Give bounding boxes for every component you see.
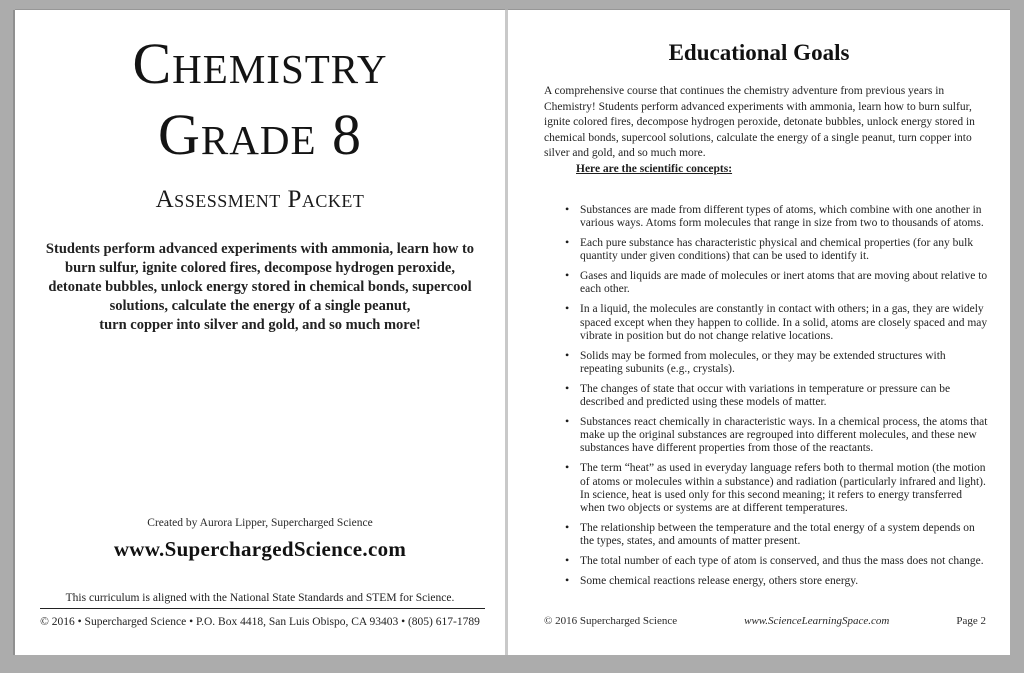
footer-page-number: Page 2 xyxy=(956,615,986,627)
cover-description xyxy=(43,240,477,335)
cover-title-line-1: Chemistry xyxy=(132,31,388,96)
concept-bullet-item: • The changes of state that occur with variations in temperature or pressure can be described and predicted using these models of matter. xyxy=(564,383,988,410)
goals-heading: Educational Goals xyxy=(668,40,850,65)
concept-bullet-item: • Solids may be formed from molecules, or they may be extended structures with repeating subunits (e.g., crystals). xyxy=(564,350,988,377)
cover-footer-divider xyxy=(40,608,485,609)
cover-title xyxy=(15,28,505,170)
footer-copyright: © 2016 Supercharged Science xyxy=(544,615,678,627)
cover-subtitle: Assessment Packet xyxy=(155,186,365,213)
concept-bullet-item: • In a liquid, the molecules are constantly in contact with others; in a gas, they are widely spaced except when they happen to collide. In a solid, atoms are closely spaced and may vibrate in position but do not change relative locations. xyxy=(564,303,988,343)
cover-description-last-line: turn copper into silver and gold, and so much more! xyxy=(99,317,421,333)
page-footer xyxy=(544,615,986,627)
created-by-line: Created by Aurora Lipper, Supercharged Science xyxy=(147,517,373,529)
cover-footer-contact: © 2016 • Supercharged Science • P.O. Box 4418, San Luis Obispo, CA 93403 • (805) 617-1789 xyxy=(40,616,480,628)
concept-bullet-item: • The term “heat” as used in everyday language refers both to thermal motion (the motion of atoms or molecules within a substance) and radiation (particularly infrared and light). In science, heat is used only for this second meaning; it refers to energy transferred when two objects or systems are at different temperatures. xyxy=(564,462,988,515)
cover-description-text: Students perform advanced experiments with ammonia, learn how to burn sulfur, ignite colored fires, decompose hydrogen peroxide, detonate bubbles, unlock energy stored in chemical bonds, supercool solutions, calculate the energy of a single peanut, xyxy=(45,241,475,314)
educational-goals-page xyxy=(508,10,1010,655)
concept-bullet-item: • The total number of each type of atom is conserved, and thus the mass does not change. xyxy=(564,555,988,568)
goals-intro-paragraph: A comprehensive course that continues the chemistry adventure from previous years in Chemistry! Students perform advanced experiments with ammonia, learn how to burn sulfur, ignite colored fires, decompose hydrogen peroxide, detonate bubbles, unlock energy stored in chemical bonds, supercool solutions, calculate the energy of a single peanut, turn copper into silver and gold, and so much more. xyxy=(544,85,975,159)
concept-bullet-item: • Substances are made from different types of atoms, which combine with one another in various ways. Atoms form molecules that range in size from two to thousands of atoms. xyxy=(564,204,988,231)
footer-website: www.ScienceLearningSpace.com xyxy=(744,615,890,627)
cover-website-url: www.SuperchargedScience.com xyxy=(113,537,407,561)
concept-bullet-item: • Substances react chemically in characteristic ways. In a chemical process, the atoms that make up the original substances are regrouped into different molecules, and these new substances have different properties from those of the reactants. xyxy=(564,416,988,456)
concept-bullet-item: • The relationship between the temperature and the total energy of a system depends on the types, states, and amounts of matter present. xyxy=(564,522,988,549)
standards-alignment-note: This curriculum is aligned with the National State Standards and STEM for Science. xyxy=(65,592,455,604)
concepts-heading: Here are the scientific concepts: xyxy=(576,163,733,175)
cover-page xyxy=(15,10,505,655)
concept-bullet-item: • Gases and liquids are made of molecules or inert atoms that are moving about relative to each other. xyxy=(564,270,988,297)
concept-bullet-item: • Each pure substance has characteristic physical and chemical properties (for any bulk quantity under given conditions) that can be used to identify it. xyxy=(564,237,988,264)
cover-title-line-2: Grade 8 xyxy=(158,102,362,167)
concept-bullet-item: • Some chemical reactions release energy, others store energy. xyxy=(564,575,988,588)
concepts-list xyxy=(564,204,988,595)
